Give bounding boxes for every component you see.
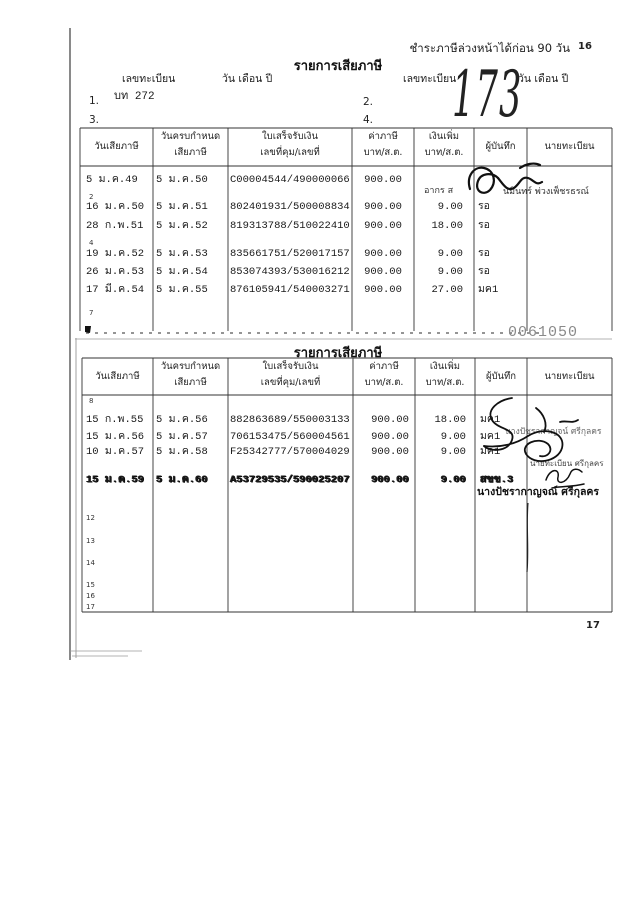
- column-header-paid-date: [82, 369, 153, 385]
- tax-amount-cell: 900.00: [364, 284, 402, 296]
- page-number-top: 16: [578, 41, 592, 52]
- column-header-text: ผู้บันทึก: [485, 141, 516, 152]
- surcharge-cell: 9.00: [440, 446, 466, 458]
- signature-stroke: [520, 164, 540, 168]
- due-date-cell: 5 ม.ค.53: [156, 248, 208, 260]
- line-number: 12: [86, 514, 95, 522]
- table-row: [0, 200, 640, 214]
- surcharge-cell: 18.00: [431, 220, 463, 232]
- recorder-cell: รอ: [478, 266, 490, 278]
- line-number: 15: [86, 581, 95, 589]
- line-number: 4: [89, 239, 94, 247]
- paid-date-cell: 17 มี.ค.54: [86, 284, 145, 296]
- due-date-cell: 5 ม.ค.52: [156, 220, 208, 232]
- column-header-text: เสียภาษี: [174, 377, 207, 388]
- due-date-cell: 5 ม.ค.57: [156, 431, 208, 443]
- surcharge-cell: 9.00: [440, 431, 466, 443]
- recorder-cell: มค1: [480, 431, 501, 443]
- receipt-number-cell: 835661751/520017157: [230, 248, 350, 260]
- line-number: 16: [86, 592, 95, 600]
- line-number: 8: [89, 397, 94, 405]
- line-number: 7: [89, 309, 94, 317]
- registration-slot-3: 3.: [89, 114, 100, 126]
- registration-label-right: เลขทะเบียน: [403, 73, 457, 85]
- column-header-recorder: [475, 369, 527, 385]
- recorder-cell: มค1: [480, 446, 501, 458]
- table-row: [0, 445, 640, 459]
- date-label-right: วัน เดือน ปี: [518, 73, 569, 85]
- table-row: [0, 265, 640, 279]
- receipt-number-cell: 706153475/560004561: [230, 431, 350, 443]
- due-date-cell: 5 ม.ค.54: [156, 266, 208, 278]
- control-number: 0061050: [508, 324, 579, 341]
- table-row: [0, 173, 640, 187]
- table-row: [0, 247, 640, 261]
- line-number: 17: [86, 603, 95, 611]
- table-row: [0, 283, 640, 297]
- column-header-tax: [352, 129, 414, 161]
- registrar-stamp-title: นายทะเบียน ศรีกุลคร: [530, 459, 604, 468]
- due-date-cell: 5 ม.ค.55: [156, 284, 208, 296]
- ink-mark: [85, 326, 91, 333]
- column-header-text: วันเสียภาษี: [94, 141, 139, 152]
- tax-amount-cell: 900.00: [371, 431, 409, 443]
- column-header-due-date: [153, 359, 228, 391]
- column-header-text: เงินเพิ่ม: [428, 131, 460, 142]
- paid-date-cell: 19 ม.ค.52: [86, 248, 145, 260]
- tax-amount-cell: 900.00: [364, 174, 402, 186]
- tax-amount-cell: 900.00: [364, 201, 402, 213]
- column-header-text: เงินเพิ่ม: [429, 361, 461, 372]
- tax-amount-cell: 900.00: [364, 220, 402, 232]
- page-number-bottom: 17: [586, 620, 600, 631]
- surcharge-cell: 9.00: [437, 201, 463, 213]
- column-header-text: บาท/ส.ต.: [425, 377, 465, 388]
- due-date-cell: 5 ม.ค.51: [156, 201, 208, 213]
- registration-slot-1: 1.: [89, 95, 100, 107]
- line-number: 2: [89, 193, 94, 201]
- advance-payment-note: ชำระภาษีล่วงหน้าได้ก่อน 90 วัน: [409, 41, 570, 55]
- section-2-title: รายการเสียภาษี: [293, 346, 383, 361]
- section-1-title: รายการเสียภาษี: [293, 59, 383, 74]
- column-header-text: ใบเสร็จรับเงิน: [262, 131, 318, 142]
- registration-plate-1: บท 272: [114, 91, 155, 103]
- due-date-cell: 5 ม.ค.50: [156, 174, 208, 186]
- recorder-cell: รอ: [478, 220, 490, 232]
- receipt-number-cell: 876105941/540003271: [230, 284, 350, 296]
- table-row: [0, 473, 640, 487]
- paid-date-cell: 28 ก.พ.51: [86, 220, 144, 232]
- column-header-registrar: [527, 369, 612, 385]
- receipt-number-cell: 802401931/500008834: [230, 201, 350, 213]
- column-header-text: วันเสียภาษี: [95, 371, 140, 382]
- registration-label-left: เลขทะเบียน: [122, 73, 176, 85]
- recorder-cell: รอ: [478, 248, 490, 260]
- receipt-number-cell: A53729535/590025207: [230, 474, 350, 486]
- column-header-receipt: [228, 359, 353, 391]
- column-header-text: บาท/ส.ต.: [424, 147, 464, 158]
- tax-amount-cell: 900.00: [371, 474, 409, 486]
- column-header-text: นายทะเบียน: [544, 371, 595, 382]
- registrar-column-pen-line: [527, 503, 528, 572]
- registrar-stamp-name: นมินทร์ พ่วงเพ็ชรธรณ์: [503, 187, 589, 197]
- paid-date-cell: 15 ก.พ.55: [86, 414, 144, 426]
- registrar-stamp-name-bold: นางปัชรากาญจณ์ ศรีกุลคร: [477, 486, 600, 498]
- receipt-number-cell: 819313788/510022410: [230, 220, 350, 232]
- control-number-clip: [508, 324, 600, 341]
- paid-date-cell: 26 ม.ค.53: [86, 266, 145, 278]
- table-row: [0, 413, 640, 427]
- column-header-text: ใบเสร็จรับเงิน: [262, 361, 319, 372]
- paid-date-cell: 15 ม.ค.56: [86, 431, 145, 443]
- receipt-number-cell: 853074393/530016212: [230, 266, 350, 278]
- column-header-text: ค่าภาษี: [369, 361, 399, 372]
- column-header-text: บาท/ส.ต.: [364, 377, 404, 388]
- registrar-stamp-name-faint: นางปัชรากาญจน์ ศรีกุลคร: [505, 427, 602, 437]
- date-label-left: วัน เดือน ปี: [222, 73, 273, 85]
- tax-amount-cell: 900.00: [364, 266, 402, 278]
- receipt-number-cell: F25342777/570004029: [230, 446, 350, 458]
- column-header-text: บาท/ส.ต.: [363, 147, 403, 158]
- receipt-number-cell: 882863689/550003133: [230, 414, 350, 426]
- column-header-text: ค่าภาษี: [368, 131, 398, 142]
- recorder-cell: มค1: [478, 284, 499, 296]
- paid-date-cell: 15 ม.ค.59: [86, 474, 145, 486]
- bottom-scan-lines: [70, 651, 142, 656]
- column-header-tax: [353, 359, 415, 391]
- due-date-cell: 5 ม.ค.56: [156, 414, 208, 426]
- due-date-cell: 5 ม.ค.60: [156, 474, 208, 486]
- column-header-text: นายทะเบียน: [544, 141, 595, 152]
- column-header-recorder: [474, 139, 527, 155]
- surcharge-cell: 9.00: [437, 266, 463, 278]
- registration-slot-4: 4.: [363, 114, 374, 126]
- table-row: [0, 219, 640, 233]
- column-header-text: เลขที่คุม/เลขที่: [260, 377, 321, 388]
- column-header-due-date: [153, 129, 228, 161]
- surcharge-cell: 9.00: [440, 474, 466, 486]
- recorder-cell: สขข.3: [480, 474, 514, 486]
- recorder-cell: รอ: [478, 201, 490, 213]
- line-number: 13: [86, 537, 95, 545]
- paid-date-cell: 5 ม.ค.49: [86, 174, 138, 186]
- column-header-text: เลขที่คุม/เลขที่: [260, 147, 320, 158]
- line-number: 14: [86, 559, 95, 567]
- surcharge-cell: 9.00: [437, 248, 463, 260]
- column-header-receipt: [228, 129, 352, 161]
- column-header-text: วันครบกำหนด: [160, 131, 221, 142]
- column-header-surcharge: [414, 129, 474, 161]
- due-date-cell: 5 ม.ค.58: [156, 446, 208, 458]
- handwritten-number: 173: [452, 58, 523, 132]
- paid-date-cell: 10 ม.ค.57: [86, 446, 145, 458]
- tax-amount-cell: 900.00: [371, 414, 409, 426]
- column-header-text: ผู้บันทึก: [485, 371, 517, 382]
- surcharge-cell: 27.00: [431, 284, 463, 296]
- column-header-paid-date: [80, 139, 153, 155]
- registrar-stamp-prefix: อากร ส: [424, 186, 454, 196]
- surcharge-cell: 18.00: [434, 414, 466, 426]
- column-header-text: วันครบกำหนด: [160, 361, 221, 372]
- table-row: [0, 430, 640, 444]
- receipt-number-cell: C00004544/490000066: [230, 174, 350, 186]
- column-header-text: เสียภาษี: [174, 147, 207, 158]
- recorder-cell: มค1: [480, 414, 501, 426]
- tax-amount-cell: 900.00: [371, 446, 409, 458]
- tax-amount-cell: 900.00: [364, 248, 402, 260]
- column-header-surcharge: [415, 359, 475, 391]
- column-header-registrar: [527, 139, 612, 155]
- paid-date-cell: 16 ม.ค.50: [86, 201, 145, 213]
- registration-slot-2: 2.: [363, 96, 374, 108]
